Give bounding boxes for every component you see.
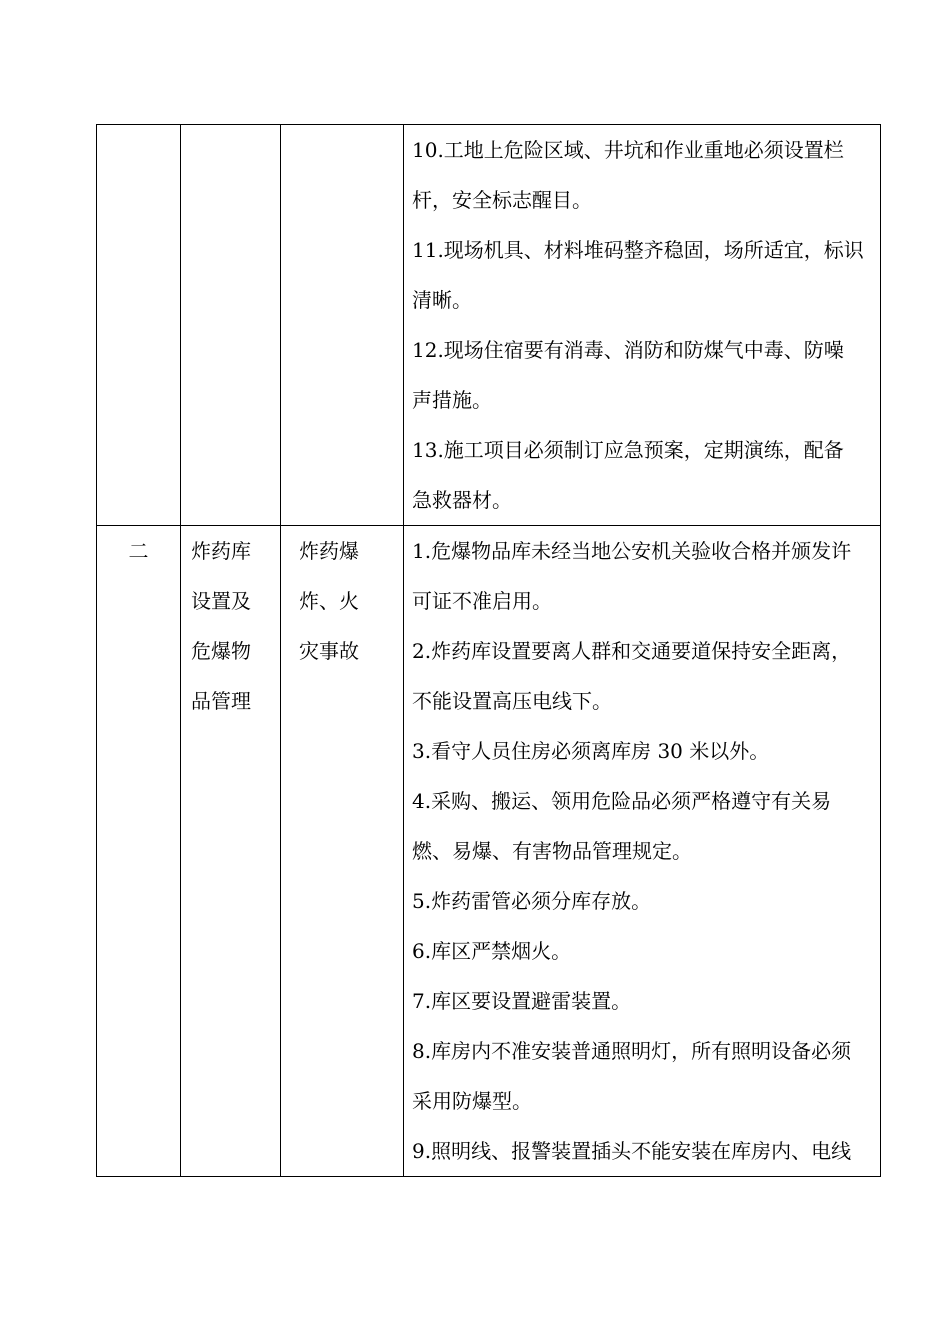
item-line: 品管理 [191, 689, 251, 713]
measure-line: 燃、易爆、有害物品管理规定。 [412, 839, 692, 863]
measure-line: 杆，安全标志醒目。 [412, 188, 592, 212]
measure-line: 12.现场住宿要有消毒、消防和防煤气中毒、防噪 [412, 338, 844, 362]
row-number-cell: 二 [97, 526, 181, 1177]
measure-line: 1.危爆物品库未经当地公安机关验收合格并颁发许 [412, 539, 852, 563]
item-line: 炸药库 [191, 539, 251, 563]
measure-line: 可证不准启用。 [412, 589, 552, 613]
item-line: 设置及 [191, 589, 251, 613]
table-row [97, 125, 881, 526]
measure-line: 采用防爆型。 [412, 1089, 532, 1113]
item-cell [181, 125, 281, 526]
measures-text [412, 526, 874, 1176]
measure-line: 7.库区要设置避雷装置。 [412, 989, 632, 1013]
table-row [97, 526, 881, 1177]
hazard-cell [281, 526, 404, 1177]
hazard-line: 炸药爆 [299, 539, 359, 563]
measure-line: 清晰。 [412, 288, 472, 312]
measure-line: 3.看守人员住房必须离库房 30 米以外。 [412, 739, 770, 763]
measure-line: 6.库区严禁烟火。 [412, 939, 572, 963]
item-line: 危爆物 [191, 639, 251, 663]
measure-line: 5.炸药雷管必须分库存放。 [412, 889, 652, 913]
measure-line: 声措施。 [412, 388, 492, 412]
measure-line: 4.采购、搬运、领用危险品必须严格遵守有关易 [412, 789, 832, 813]
measure-line: 急救器材。 [412, 488, 512, 512]
measures-cell [404, 526, 881, 1177]
safety-measures-table [96, 124, 881, 1177]
measure-line: 11.现场机具、材料堆码整齐稳固，场所适宜，标识 [412, 238, 864, 262]
item-cell [181, 526, 281, 1177]
measures-text [412, 125, 874, 525]
hazard-cell [281, 125, 404, 526]
measure-line: 13.施工项目必须制订应急预案，定期演练，配备 [412, 438, 844, 462]
measure-line: 8.库房内不准安装普通照明灯，所有照明设备必须 [412, 1039, 852, 1063]
hazard-line: 灾事故 [299, 639, 359, 663]
measure-line: 9.照明线、报警装置插头不能安装在库房内、电线 [412, 1139, 852, 1163]
measure-line: 10.工地上危险区域、井坑和作业重地必须设置栏 [412, 138, 844, 162]
measure-line: 不能设置高压电线下。 [412, 689, 612, 713]
hazard-line: 炸、火 [299, 589, 359, 613]
measures-cell [404, 125, 881, 526]
measure-line: 2.炸药库设置要离人群和交通要道保持安全距离， [412, 639, 852, 663]
row-number-cell [97, 125, 181, 526]
